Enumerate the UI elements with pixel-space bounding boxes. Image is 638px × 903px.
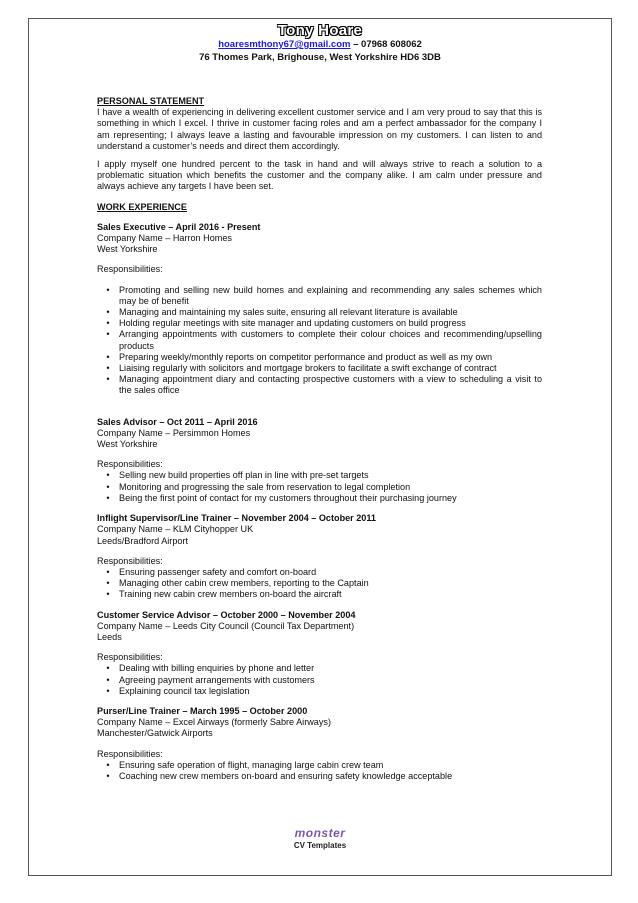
- list-item: • Monitoring and progressing the sale from reservation to legal completion: [97, 482, 542, 493]
- list-item: • Selling new build properties off plan in line with pre-set targets: [97, 470, 542, 481]
- phone-number: 07968 608062: [361, 39, 422, 50]
- responsibilities-label: Responsibilities:: [97, 748, 163, 759]
- resume-header: [28, 22, 612, 64]
- job-location: Leeds: [97, 631, 122, 642]
- job-company: Company Name – Persimmon Homes: [97, 427, 251, 438]
- list-item: • Ensuring passenger safety and comfort on-board: [97, 567, 542, 578]
- list-item: • Managing and maintaining my sales suite, ensuring all relevant literature is available: [97, 307, 542, 318]
- footer-label: CV Templates: [293, 841, 347, 850]
- job-entry: [97, 610, 542, 697]
- job-entry: [97, 706, 542, 782]
- responsibilities-label: Responsibilities:: [97, 264, 163, 275]
- responsibilities-label: Responsibilities:: [97, 652, 163, 663]
- candidate-name: Tony Hoare: [277, 22, 363, 39]
- job-title: Sales Executive – April 2016 - Present: [97, 221, 261, 232]
- list-item: • Explaining council tax legislation: [97, 686, 542, 697]
- monster-logo: monster: [294, 826, 346, 840]
- list-item: • Managing other cabin crew members, reporting to the Captain: [97, 578, 542, 589]
- job-entry: [97, 417, 542, 504]
- contact-line: [28, 39, 612, 51]
- contact-separator: –: [350, 39, 362, 50]
- personal-statement-heading: PERSONAL STATEMENT: [97, 96, 205, 106]
- list-item: • Agreeing payment arrangements with customers: [97, 675, 542, 686]
- address: 76 Thomes Park, Brighouse, West Yorkshire HD6 3DB: [199, 52, 441, 63]
- job-company: Company Name – Harron Homes: [97, 233, 232, 244]
- work-experience-heading: WORK EXPERIENCE: [97, 201, 187, 212]
- job-location: West Yorkshire: [97, 244, 158, 255]
- responsibility-list: [97, 470, 542, 504]
- responsibility-list: [97, 760, 542, 782]
- job-title: Purser/Line Trainer – March 1995 – October 2000: [97, 705, 308, 716]
- job-entry: [97, 513, 542, 600]
- responsibilities-label: Responsibilities:: [97, 555, 163, 566]
- list-item: • Dealing with billing enquiries by phone and letter: [97, 663, 542, 674]
- list-item: • Managing appointment diary and contacting prospective customers with a view to scheduling a visit to the sales office: [97, 374, 542, 396]
- list-item: • Arranging appointments with customers to complete their colour choices and recommending/upselling products: [97, 329, 542, 351]
- job-title: Inflight Supervisor/Line Trainer – November 2004 – October 2011: [97, 513, 376, 524]
- responsibility-list: [97, 567, 542, 601]
- list-item: • Promoting and selling new build homes and explaining and recommending any sales schemes which may be of benefit: [97, 285, 542, 307]
- statement-paragraph: I have a wealth of experiencing in delivering excellent customer service and I am very proud to say that this is something in which I excel. I thrive in customer facing roles and am a perfect ambassador for the company I am representing; I always leave a lasting and favourable impression on my customers. I can listen to and understand a customer’s needs and direct them accordingly.: [97, 107, 542, 151]
- job-title: Customer Service Advisor – October 2000 – November 2004: [97, 609, 356, 620]
- statement-paragraph: I apply myself one hundred percent to the task in hand and will always strive to reach a solution to a problematic situation which benefits the customer and the company alike. I am calm under pressure and always achieve any targets I have been set.: [97, 159, 542, 192]
- job-title: Sales Advisor – Oct 2011 – April 2016: [97, 416, 258, 427]
- job-location: Leeds/Bradford Airport: [97, 535, 188, 546]
- job-entry: [97, 222, 542, 397]
- job-location: West Yorkshire: [97, 439, 158, 450]
- job-location: Manchester/Gatwick Airports: [97, 728, 213, 739]
- job-company: Company Name – Leeds City Council (Council Tax Department): [97, 620, 355, 631]
- list-item: • Coaching new crew members on-board and ensuring safety knowledge acceptable: [97, 771, 542, 782]
- job-company: Company Name – Excel Airways (formerly Sabre Airways): [97, 717, 331, 728]
- email-link[interactable]: hoaresmthony67@gmail.com: [218, 39, 351, 50]
- footer: [28, 826, 612, 851]
- list-item: • Preparing weekly/monthly reports on competitor performance and product as well as my own: [97, 352, 542, 363]
- responsibility-list: [97, 663, 542, 697]
- list-item: • Ensuring safe operation of flight, managing large cabin crew team: [97, 760, 542, 771]
- resume-body: [97, 96, 542, 782]
- responsibilities-label: Responsibilities:: [97, 459, 163, 470]
- list-item: • Liaising regularly with solicitors and mortgage brokers to facilitate a swift exchange of contract: [97, 363, 542, 374]
- list-item: • Being the first point of contact for my customers throughout their purchasing journey: [97, 493, 542, 504]
- job-company: Company Name – KLM Cityhopper UK: [97, 524, 254, 535]
- list-item: • Holding regular meetings with site manager and updating customers on build progress: [97, 318, 542, 329]
- list-item: • Training new cabin crew members on-board the aircraft: [97, 589, 542, 600]
- responsibility-list: [97, 285, 542, 397]
